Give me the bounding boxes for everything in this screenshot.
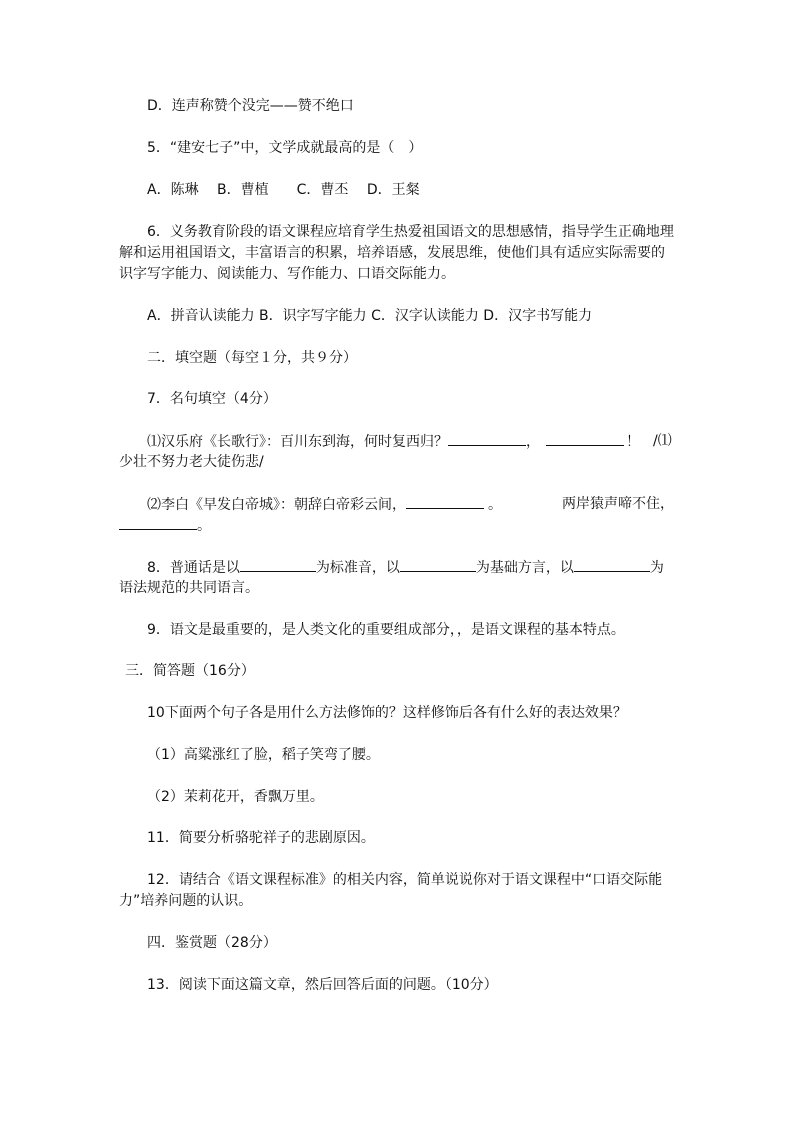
q13-text: 13．阅读下面这篇文章，然后回答后面的问题。（10分） <box>147 977 498 993</box>
q6-stem-line2: 解和运用祖国语文，丰富语言的积累，培养语感，发展思维，使他们具有适应实际需要的 <box>119 245 665 261</box>
answer-blank[interactable] <box>240 557 316 572</box>
q6-options: A．拼音认读能力 B．识字写字能力 C．汉字认读能力 D．汉字书写能力 <box>147 308 593 324</box>
q12-line2: 力”培养问题的认识。 <box>119 893 253 909</box>
section2-title: 二．填空题（每空１分，共９分） <box>147 350 357 366</box>
q7-item2-line2 <box>119 515 211 536</box>
answer-blank[interactable] <box>119 515 197 530</box>
q8-line2: 语法规范的共同语言。 <box>119 580 259 596</box>
q8-part4: 为 <box>649 560 664 576</box>
q7-item2 <box>147 494 502 515</box>
q7-item1-tail: /⑴ <box>653 433 672 449</box>
q6-stem-line3: 识字写字能力、阅读能力、写作能力、口语交际能力。 <box>119 266 455 282</box>
q7-item1-line2: 少壮不努力老大徒伤悲/ <box>119 454 264 470</box>
q6-stem-line1: 6．义务教育阶段的语文课程应培育学生热爱祖国语文的思想感情，指导学生正确地理 <box>147 224 674 240</box>
q7-item2-second: 两岸猿声啼不住， <box>562 496 674 512</box>
q9-text: 9．语文是最重要的，是人类文化的重要组成部分，，是语文课程的基本特点。 <box>147 622 625 638</box>
q7-item2-period: 。 <box>488 497 502 513</box>
q10-item2: （2）茉莉花开，香飘万里。 <box>147 789 324 805</box>
q5-options: A．陈琳 B．曹植 C．曹丕 D．王粲 <box>147 182 420 198</box>
q5-stem: 5．“建安七子”中，文学成就最高的是（ ） <box>147 140 423 156</box>
answer-blank[interactable] <box>406 494 484 509</box>
q12-line1: 12．请结合《语文课程标准》的相关内容，简单说说你对于语文课程中“口语交际能 <box>147 872 663 888</box>
section4-title: 四．鉴赏题（28分） <box>147 935 277 951</box>
q7-item1-excl: ！ <box>626 434 640 450</box>
q8-line1 <box>147 557 664 578</box>
q11-text: 11．简要分析骆驼祥子的悲剧原因。 <box>147 830 375 846</box>
q7-item1-comma: ， <box>526 434 540 450</box>
q7-item1 <box>147 431 640 452</box>
q8-part2: 为标准音，以 <box>315 560 400 576</box>
q10-stem: 10下面两个句子各是用什么方法修饰的？这样修饰后各有什么好的表达效果？ <box>147 705 627 721</box>
q7-item2-end: 。 <box>197 518 211 534</box>
answer-blank[interactable] <box>448 431 526 446</box>
q7-stem: 7．名句填空（4分） <box>147 391 277 407</box>
q10-item1: （1）高粱涨红了脸，稻子笑弯了腰。 <box>147 747 380 763</box>
answer-blank[interactable] <box>574 557 650 572</box>
q4-option-d: D．连声称赞个没完——赞不绝口 <box>147 98 354 114</box>
answer-blank[interactable] <box>546 431 624 446</box>
q7-item1-text: ⑴汉乐府《长歌行》：百川东到海，何时复西归？ <box>147 434 448 450</box>
q7-item2-text: ⑵李白《早发白帝城》：朝辞白帝彩云间， <box>147 497 406 513</box>
q8-part3: 为基础方言，以 <box>475 560 574 576</box>
q8-part1: 8．普通话是以 <box>147 560 240 576</box>
section3-title: 三．简答题（16分） <box>125 663 255 679</box>
answer-blank[interactable] <box>400 557 476 572</box>
